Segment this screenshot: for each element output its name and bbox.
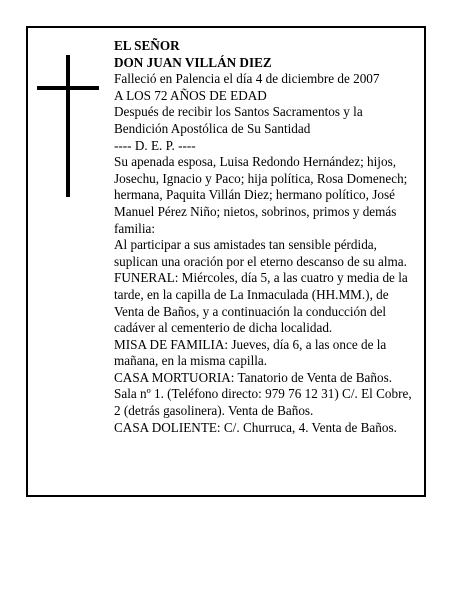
title-line: EL SEÑOR	[114, 38, 180, 53]
sacraments-line: Después de recibir los Santos Sacramentos y la Bendición Apostólica de Su Santidad	[114, 104, 363, 136]
family-mass-info: MISA DE FAMILIA: Jueves, día 6, a las once de la mañana, en la misma capilla.	[114, 336, 387, 369]
funeral-info: FUNERAL: Miércoles, día 5, a las cuatro y media de la tarde, en la capilla de La Inmaculada (HH.MM.), de Venta de Baños, y a continuación la conducción del cadáver al cementerio de dicha localidad.	[114, 270, 408, 336]
mourning-house-info: CASA DOLIENTE: C/. Churruca, 4. Venta de Baños.	[114, 419, 397, 435]
prayer-request: Al participar a sus amistades tan sensible pérdida, suplican una oración por el eterno descanso de su alma.	[114, 237, 407, 269]
cross-horizontal-bar	[37, 86, 99, 90]
age-line: A LOS 72 AÑOS DE EDAD	[114, 87, 267, 103]
family-paragraph: Su apenada esposa, Luisa Redondo Hernández; hijos, Josechu, Ignacio y Paco; hija política, Rosa Domenech; hermana, Paquita Villán Diez; hermano político, José Manuel Pérez Niño; nietos, sobrinos, primos y demás familia:	[114, 154, 408, 236]
mortuary-info: CASA MORTUORIA: Tanatorio de Venta de Baños. Sala nº 1. (Teléfono directo: 979 76 12 31) C/. El Cobre, 2 (detrás gasolinera). Venta de Baños.	[114, 369, 412, 419]
death-date: Falleció en Palencia el día 4 de diciembre de 2007	[114, 71, 380, 87]
deceased-name: DON JUAN VILLÁN DIEZ	[114, 54, 272, 70]
rip-line: ---- D. E. P. ----	[114, 137, 196, 153]
obituary-text	[114, 38, 414, 436]
cross-vertical-bar	[66, 55, 70, 197]
